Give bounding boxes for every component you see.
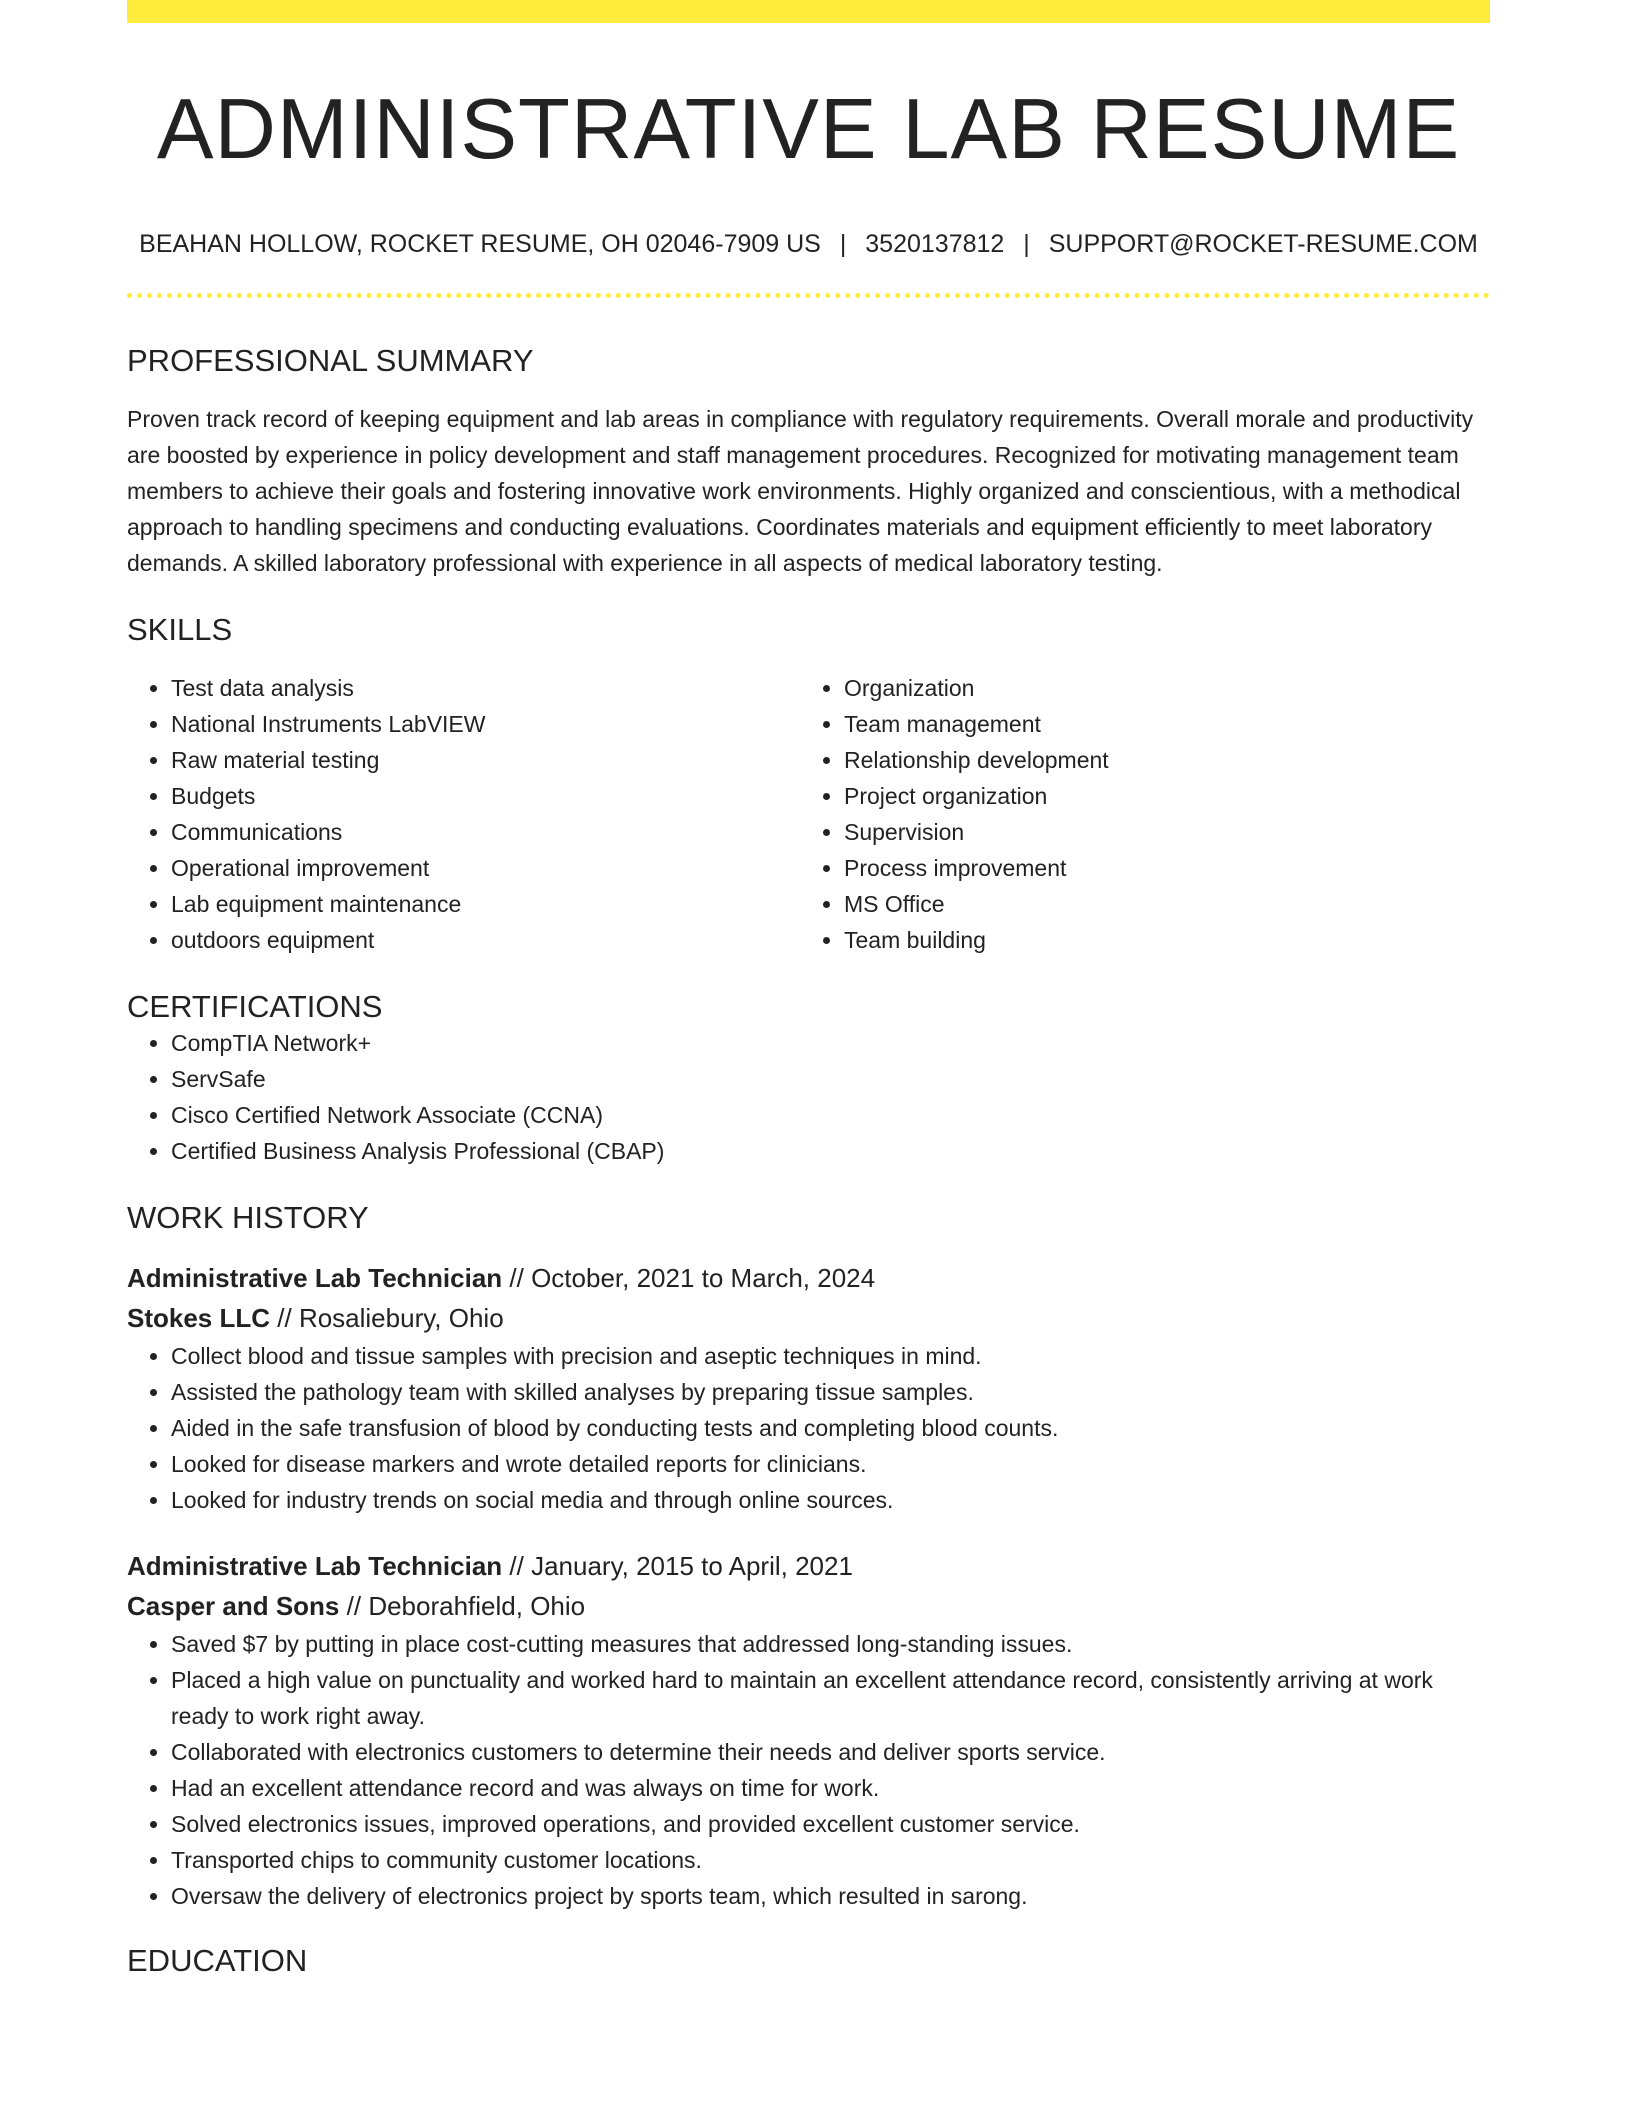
job-bullet: • Collect blood and tissue samples with precision and aseptic techniques in mind. bbox=[171, 1338, 1490, 1374]
job-company: Casper and Sons bbox=[127, 1591, 340, 1622]
job-location: Rosaliebury, Ohio bbox=[298, 1303, 504, 1334]
job-bullet: • Collaborated with electronics customers to determine their needs and deliver sports service. bbox=[171, 1734, 1490, 1770]
certification-item: • Cisco Certified Network Associate (CCNA) bbox=[171, 1097, 1490, 1133]
job-divider: // bbox=[270, 1303, 299, 1334]
skills-column-right bbox=[800, 670, 1473, 958]
skills-column-left bbox=[127, 670, 800, 958]
job-title-line bbox=[127, 1258, 1490, 1298]
contact-separator: | bbox=[839, 229, 847, 258]
skill-item: • Process improvement bbox=[844, 850, 1473, 886]
contact-phone: 3520137812 bbox=[865, 229, 1005, 258]
skill-item: • Project organization bbox=[844, 778, 1473, 814]
skill-item: • Raw material testing bbox=[171, 742, 800, 778]
job-bullet: • Saved $7 by putting in place cost-cutting measures that addressed long-standing issues. bbox=[171, 1626, 1490, 1662]
job-company-line bbox=[127, 1586, 1490, 1626]
contact-email: SUPPORT@ROCKET-RESUME.COM bbox=[1048, 229, 1478, 258]
job-entry bbox=[127, 1546, 1490, 1914]
skill-item: • Organization bbox=[844, 670, 1473, 706]
skill-item: • Lab equipment maintenance bbox=[171, 886, 800, 922]
job-bullet-list bbox=[127, 1626, 1490, 1914]
resume-title: ADMINISTRATIVE LAB RESUME bbox=[156, 82, 1461, 177]
job-divider: // bbox=[339, 1591, 369, 1622]
skills-grid bbox=[127, 670, 1490, 958]
certification-item: • CompTIA Network+ bbox=[171, 1025, 1490, 1061]
skill-item: • MS Office bbox=[844, 886, 1473, 922]
certification-item: • ServSafe bbox=[171, 1061, 1490, 1097]
skill-item: • Communications bbox=[171, 814, 800, 850]
work-history-heading: WORK HISTORY bbox=[127, 1200, 369, 1236]
job-dates: October, 2021 to March, 2024 bbox=[531, 1263, 876, 1294]
job-title-line bbox=[127, 1546, 1490, 1586]
contact-line bbox=[127, 229, 1490, 259]
job-bullet: • Solved electronics issues, improved operations, and provided excellent customer service. bbox=[171, 1806, 1490, 1842]
job-bullet: • Transported chips to community customer locations. bbox=[171, 1842, 1490, 1878]
job-company: Stokes LLC bbox=[127, 1303, 271, 1334]
certification-item: • Certified Business Analysis Professional (CBAP) bbox=[171, 1133, 1490, 1169]
job-bullet: • Looked for disease markers and wrote detailed reports for clinicians. bbox=[171, 1446, 1490, 1482]
skill-item: • Operational improvement bbox=[171, 850, 800, 886]
skills-heading: SKILLS bbox=[127, 611, 233, 647]
job-bullet: • Assisted the pathology team with skilled analyses by preparing tissue samples. bbox=[171, 1374, 1490, 1410]
job-company-line bbox=[127, 1298, 1490, 1338]
job-bullet: • Placed a high value on punctuality and worked hard to maintain an excellent attendance record, consistently arriving at work ready to work right away. bbox=[171, 1662, 1490, 1734]
top-accent-bar bbox=[127, 0, 1490, 23]
skill-item: • National Instruments LabVIEW bbox=[171, 706, 800, 742]
skill-item: • Team building bbox=[844, 922, 1473, 958]
summary-heading: PROFESSIONAL SUMMARY bbox=[127, 342, 534, 378]
job-bullet-list bbox=[127, 1338, 1490, 1518]
skills-list-right bbox=[800, 670, 1473, 958]
skill-item: • Budgets bbox=[171, 778, 800, 814]
certifications-list bbox=[127, 1025, 1490, 1169]
resume-page bbox=[127, 0, 1490, 1979]
job-bullet: • Oversaw the delivery of electronics project by sports team, which resulted in sarong. bbox=[171, 1878, 1490, 1914]
job-location: Deborahfield, Ohio bbox=[368, 1591, 586, 1622]
header-divider bbox=[127, 293, 1490, 298]
job-entry bbox=[127, 1258, 1490, 1518]
skill-item: • Team management bbox=[844, 706, 1473, 742]
skill-item: • Relationship development bbox=[844, 742, 1473, 778]
job-bullet: • Had an excellent attendance record and was always on time for work. bbox=[171, 1770, 1490, 1806]
job-dates: January, 2015 to April, 2021 bbox=[531, 1551, 853, 1582]
job-role: Administrative Lab Technician bbox=[127, 1551, 503, 1582]
skill-item: • Test data analysis bbox=[171, 670, 800, 706]
summary-text: Proven track record of keeping equipment and lab areas in compliance with regulatory requirements. Overall morale and productivity are boosted by experience in policy development and staff management procedures. Recognized for motivating management team members to achieve their goals and fostering innovative work environments. Highly organized and conscientious, with a methodical approach to handling specimens and conducting evaluations. Coordinates materials and equipment efficiently to meet laboratory demands. A skilled laboratory professional with experience in all aspects of medical laboratory testing. bbox=[127, 405, 1474, 576]
job-divider: // bbox=[502, 1263, 532, 1294]
contact-address: BEAHAN HOLLOW, ROCKET RESUME, OH 02046-7909 US bbox=[139, 229, 821, 258]
education-heading: EDUCATION bbox=[127, 1943, 308, 1979]
job-bullet: • Aided in the safe transfusion of blood by conducting tests and completing blood counts. bbox=[171, 1410, 1490, 1446]
job-bullet: • Looked for industry trends on social media and through online sources. bbox=[171, 1482, 1490, 1518]
skills-list-left bbox=[127, 670, 800, 958]
skill-item: • Supervision bbox=[844, 814, 1473, 850]
job-role: Administrative Lab Technician bbox=[127, 1263, 503, 1294]
job-divider: // bbox=[502, 1551, 532, 1582]
certifications-heading: CERTIFICATIONS bbox=[127, 988, 383, 1024]
contact-separator: | bbox=[1023, 229, 1030, 258]
skill-item: • outdoors equipment bbox=[171, 922, 800, 958]
